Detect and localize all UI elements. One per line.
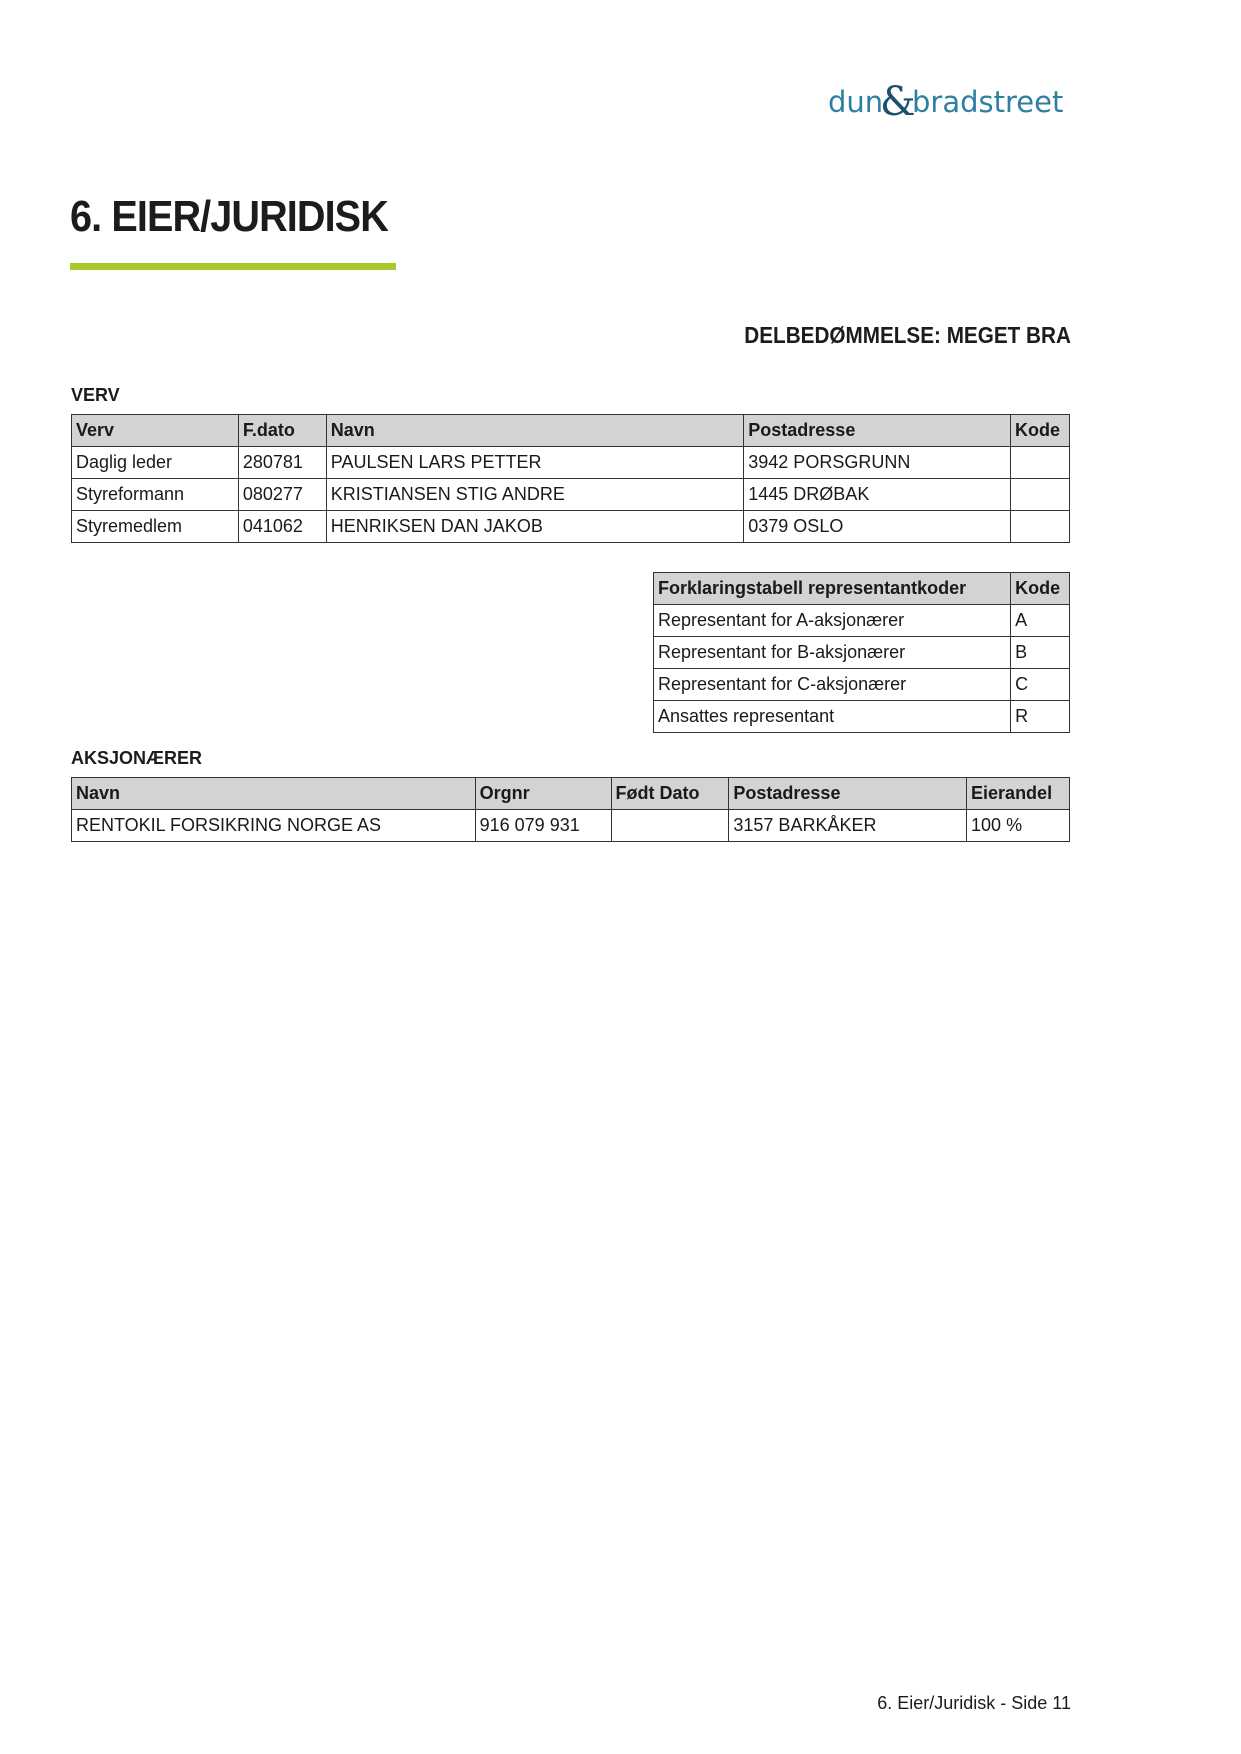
column-header: F.dato [238,415,326,447]
table-header-row [72,778,1070,810]
svg-text:&: & [880,79,916,124]
table-cell: 041062 [238,511,326,543]
column-header: Verv [72,415,239,447]
rating-label: DELBEDØMMELSE: MEGET BRA [744,322,1071,348]
table-row [654,701,1070,733]
page-title: 6. EIER/JURIDISK [70,192,388,241]
table-cell: HENRIKSEN DAN JAKOB [326,511,743,543]
column-header: Eierandel [967,778,1070,810]
svg-text:bradstreet: bradstreet [912,85,1064,119]
column-header: Orgnr [475,778,611,810]
table-header-row [654,573,1070,605]
table-row [72,479,1070,511]
svg-text:dun: dun [828,85,884,119]
table-cell: 0379 OSLO [744,511,1011,543]
table-row [72,447,1070,479]
aksjonaerer-table [71,777,1070,842]
table-cell: Representant for C-aksjonærer [654,669,1011,701]
table-cell: 3942 PORSGRUNN [744,447,1011,479]
column-header: Kode [1011,573,1070,605]
table-cell: Representant for A-aksjonærer [654,605,1011,637]
table-row [654,669,1070,701]
table-cell: A [1011,605,1070,637]
dun-bradstreet-logo [828,78,1068,124]
table-cell [1010,447,1069,479]
table-cell: 080277 [238,479,326,511]
table-cell: Ansattes representant [654,701,1011,733]
table-cell: KRISTIANSEN STIG ANDRE [326,479,743,511]
column-header: Navn [326,415,743,447]
table-row [654,637,1070,669]
table-cell: 1445 DRØBAK [744,479,1011,511]
aksjonaerer-section-label: AKSJONÆRER [71,748,203,768]
table-cell [611,810,729,842]
table-cell: 916 079 931 [475,810,611,842]
table-header-row [72,415,1070,447]
verv-section-label: VERV [71,385,120,405]
column-header: Postadresse [729,778,967,810]
title-underline [70,263,396,270]
table-cell: 100 % [967,810,1070,842]
page-footer: 6. Eier/Juridisk - Side 11 [877,1693,1071,1713]
column-header: Født Dato [611,778,729,810]
table-cell: Representant for B-aksjonærer [654,637,1011,669]
column-header: Forklaringstabell representantkoder [654,573,1011,605]
table-cell [1010,479,1069,511]
column-header: Postadresse [744,415,1011,447]
table-cell: Daglig leder [72,447,239,479]
column-header: Navn [72,778,476,810]
table-cell: R [1011,701,1070,733]
table-row [654,605,1070,637]
verv-table [71,414,1070,543]
table-cell: B [1011,637,1070,669]
table-cell [1010,511,1069,543]
table-cell: PAULSEN LARS PETTER [326,447,743,479]
table-cell: Styreformann [72,479,239,511]
column-header: Kode [1010,415,1069,447]
table-cell: Styremedlem [72,511,239,543]
table-cell: RENTOKIL FORSIKRING NORGE AS [72,810,476,842]
table-cell: 3157 BARKÅKER [729,810,967,842]
table-cell: C [1011,669,1070,701]
table-row [72,511,1070,543]
table-cell: 280781 [238,447,326,479]
table-row [72,810,1070,842]
representant-kode-table [653,572,1070,733]
